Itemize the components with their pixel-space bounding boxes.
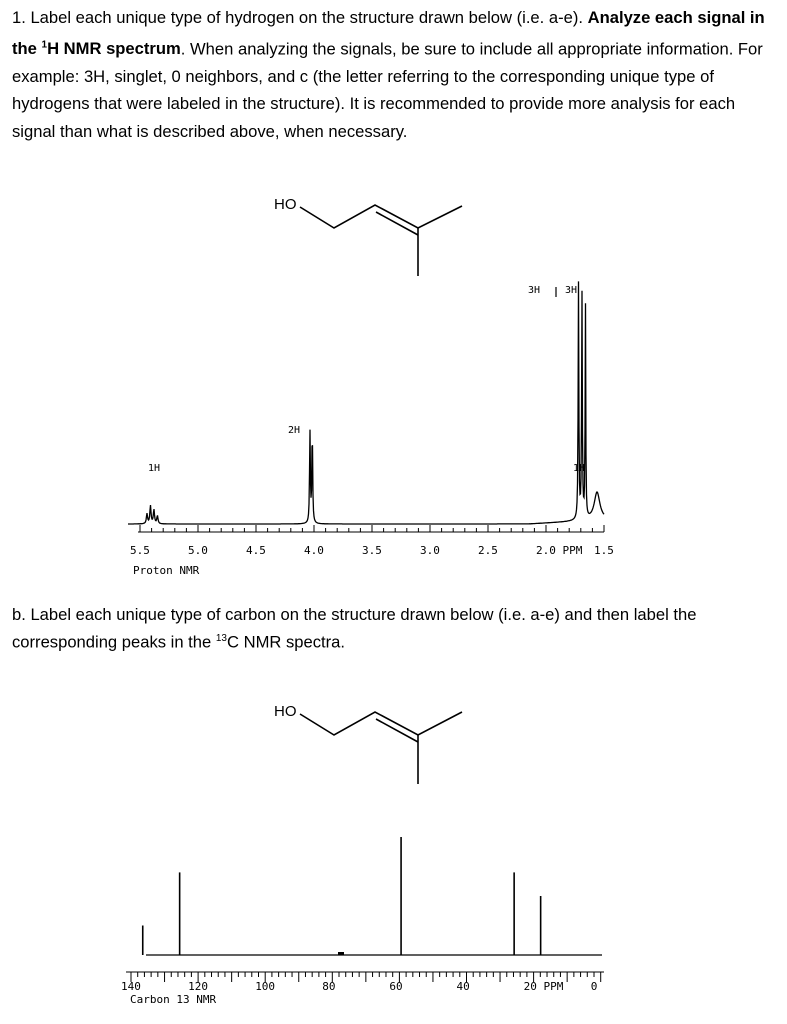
carbon-nmr-tick-label: 20 PPM bbox=[523, 980, 564, 993]
proton-nmr-peak-label: 2H bbox=[288, 425, 301, 436]
carbon-nmr-tick-label: 40 bbox=[456, 980, 470, 993]
structure-2-ho-label: HO bbox=[274, 703, 297, 720]
q1-instructions: . When analyzing the signals, be sure to include all appropriate information. For example: 3H, singlet, 0 neighbors, and c (the letter referring to the corresponding unique type of hydrogens that were labeled in the structure). It is recommended to provide more analysis for each signal than what is described above, when necessary. bbox=[12, 39, 763, 141]
carbon-nmr-tick-label: 120 bbox=[188, 980, 208, 993]
proton-nmr-tick-label: 2.5 bbox=[478, 544, 498, 557]
proton-nmr-peak-label: 1H bbox=[573, 463, 586, 474]
proton-nmr-peak-label: 3H bbox=[565, 285, 578, 296]
q1-intro: 1. Label each unique type of hydrogen on the structure drawn below (i.e. a-e). bbox=[12, 8, 588, 27]
proton-nmr-tick-label: 1.5 bbox=[594, 544, 614, 557]
carbon-nmr-caption: Carbon 13 NMR bbox=[130, 993, 217, 1006]
proton-nmr-tick-label: 3.5 bbox=[362, 544, 382, 557]
carbon-nmr-tick-label: 60 bbox=[389, 980, 403, 993]
proton-nmr-tick-label: 4.5 bbox=[246, 544, 266, 557]
proton-nmr-tick-label: 3.0 bbox=[420, 544, 440, 557]
carbon-nmr-tick-label: 80 bbox=[322, 980, 336, 993]
proton-nmr-peak-label: 1H bbox=[148, 463, 161, 474]
question-b-text: b. Label each unique type of carbon on the structure drawn below (i.e. a-e) and then label the corresponding peaks in the $^{13}$C NMR spectra. bbox=[12, 605, 697, 652]
carbon-nmr-tick-label: 0 bbox=[590, 980, 598, 993]
proton-nmr-peak-label: 3H bbox=[528, 285, 541, 296]
carbon-nmr-peaks bbox=[143, 837, 541, 955]
carbon-nmr-tick-label: 100 bbox=[255, 980, 276, 993]
carbon-nmr-tick-label: 140 bbox=[121, 980, 141, 993]
structure-1-ho-label: HO bbox=[274, 196, 297, 213]
q1-bold-part: Analyze each signal in the $^1$H NMR spectrum bbox=[12, 8, 765, 59]
proton-nmr-tick-label: 4.0 bbox=[304, 544, 324, 557]
proton-nmr-tick-label: 5.5 bbox=[130, 544, 150, 557]
carbon-nmr-noise-mark bbox=[338, 952, 344, 955]
proton-nmr-tick-label: 2.0 PPM bbox=[536, 544, 583, 557]
proton-nmr-caption: Proton NMR bbox=[133, 564, 200, 577]
proton-nmr-tick-label: 5.0 bbox=[188, 544, 208, 557]
